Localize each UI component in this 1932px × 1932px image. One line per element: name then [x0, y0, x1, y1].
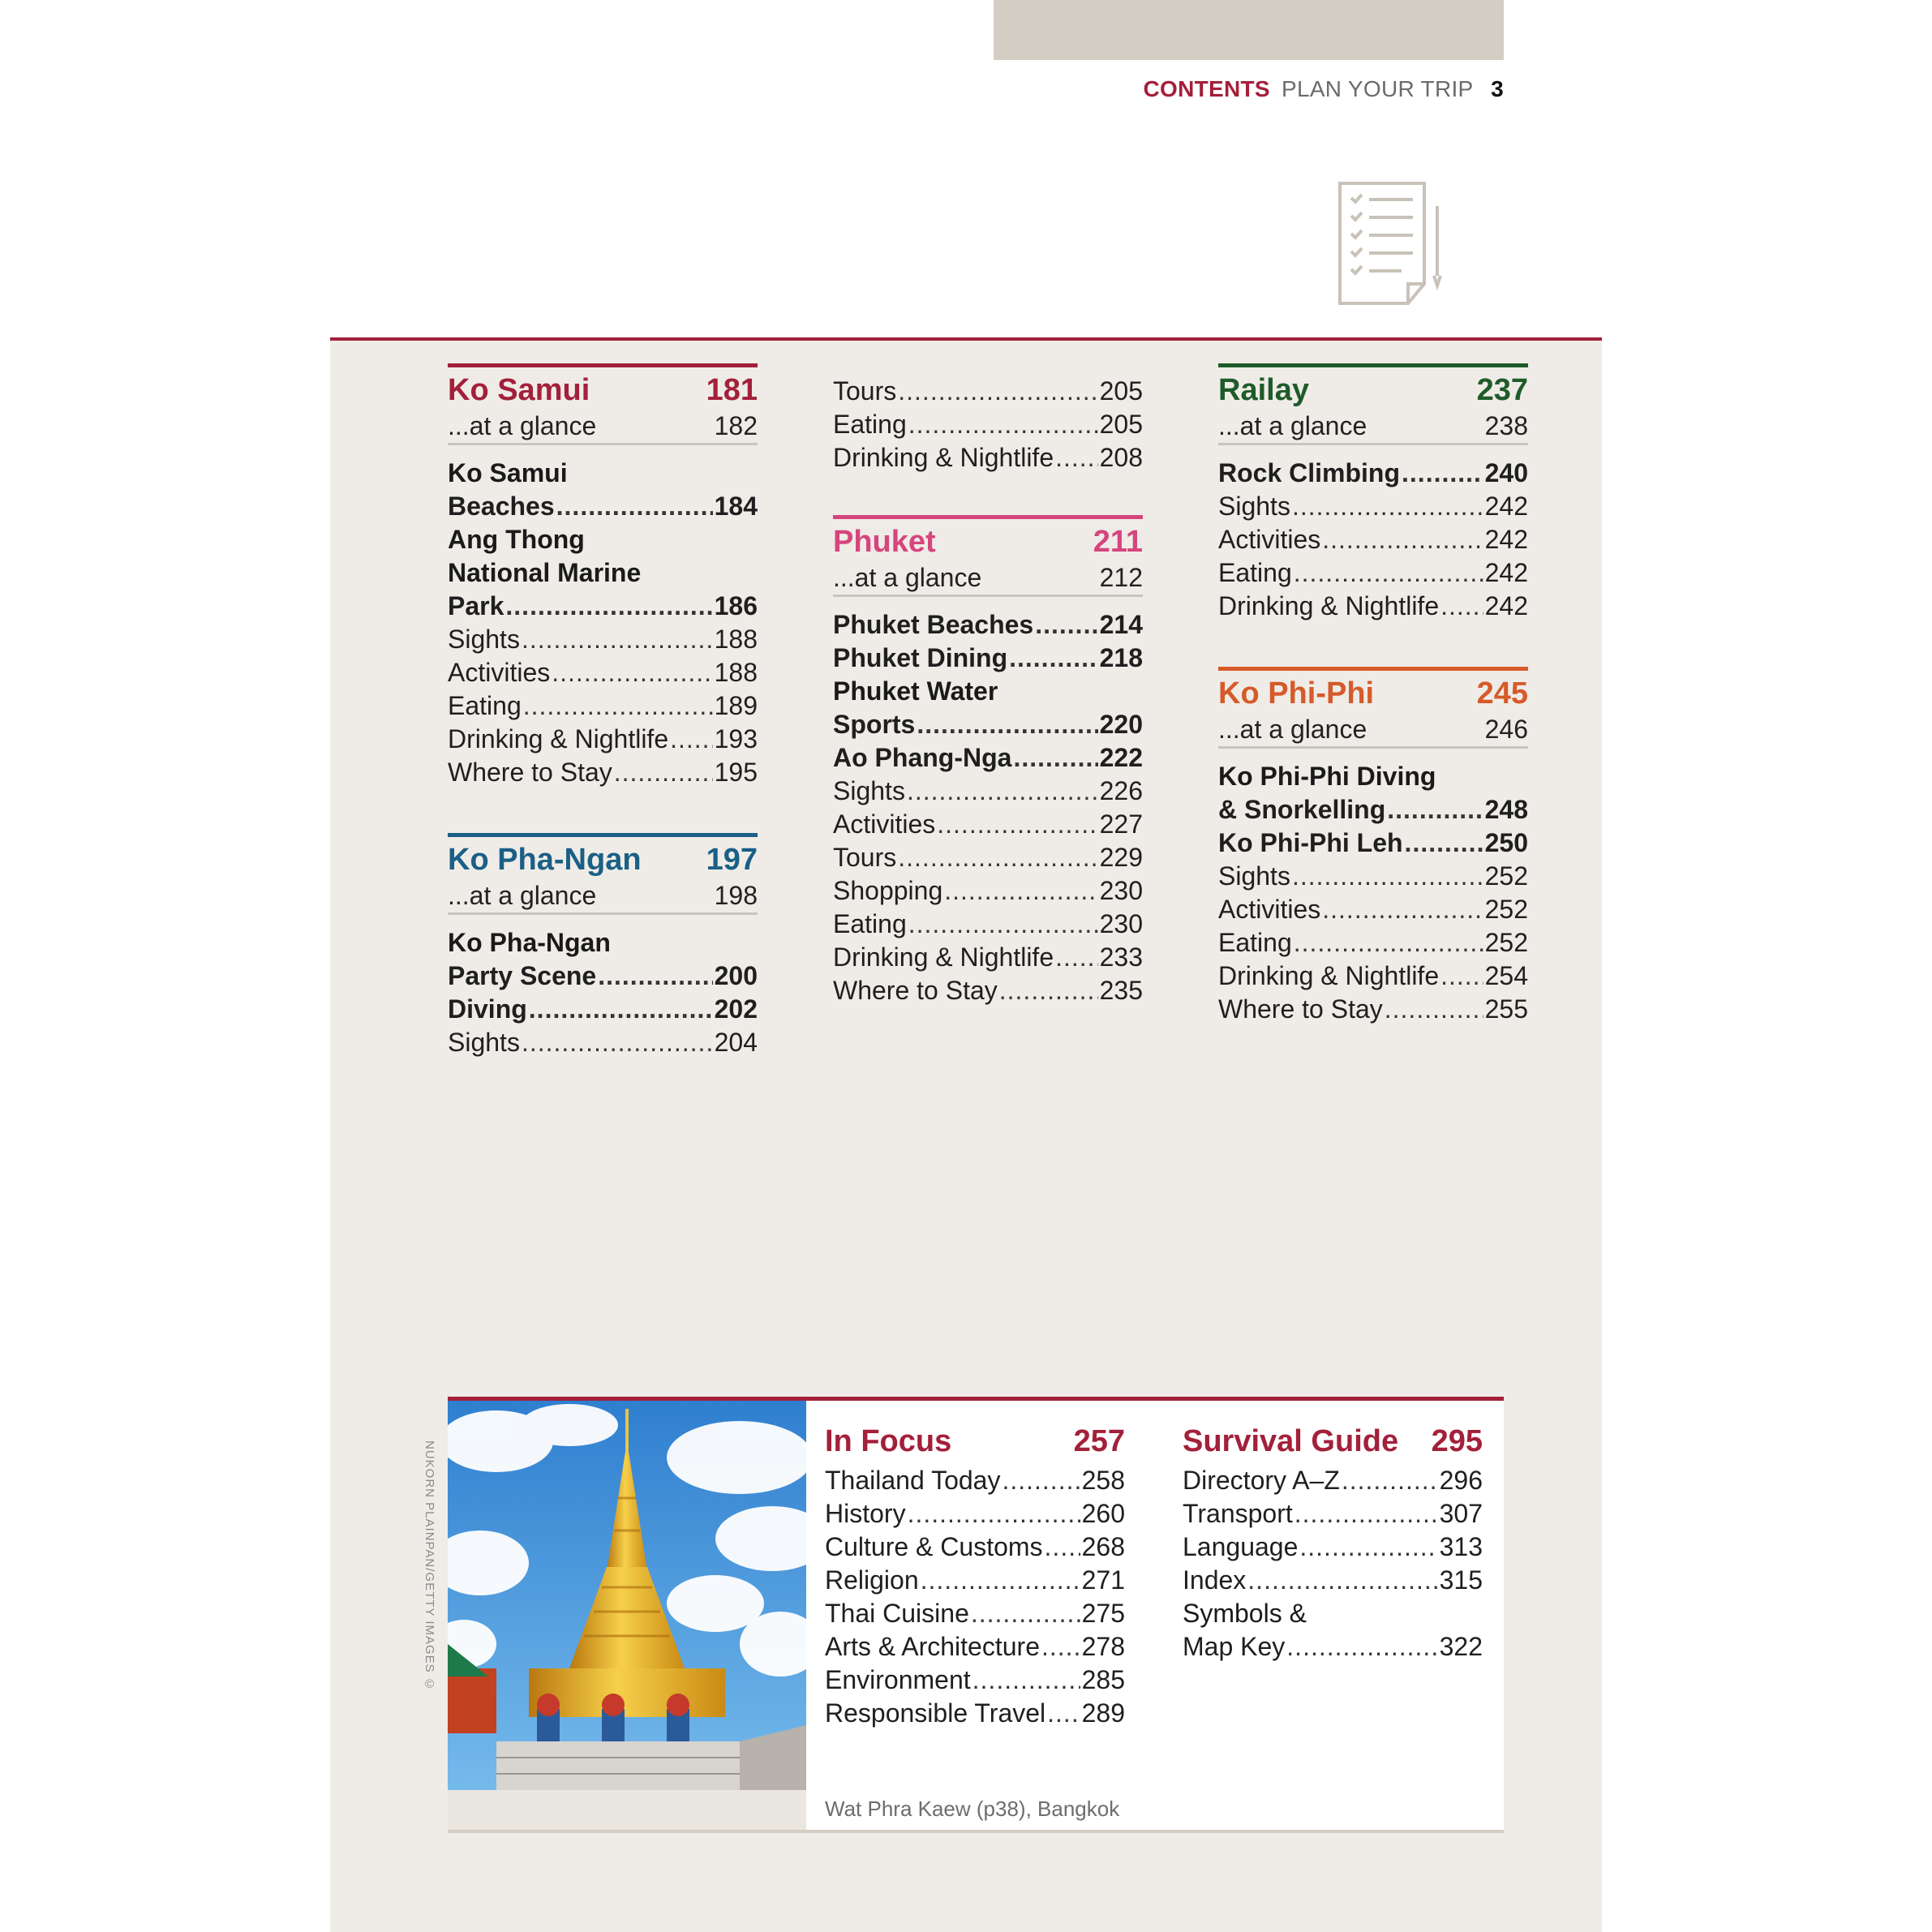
- toc-entry-page: 208: [1099, 443, 1143, 472]
- toc-entry-line: National Marine: [448, 558, 642, 587]
- leader-dots: [505, 590, 712, 623]
- leader-dots: [552, 656, 712, 689]
- running-head: [1054, 76, 1504, 102]
- toc-entry[interactable]: [833, 808, 1143, 841]
- toc-entry[interactable]: [825, 1497, 1125, 1531]
- toc-entry-page: 254: [1484, 961, 1528, 990]
- toc-entry[interactable]: [833, 874, 1143, 908]
- glance-page: 212: [1099, 563, 1143, 592]
- toc-entry[interactable]: [448, 490, 758, 523]
- leader-dots: [1405, 826, 1483, 860]
- leader-dots: [1035, 608, 1097, 642]
- photo-caption: Wat Phra Kaew (p38), Bangkok: [825, 1797, 1120, 1821]
- glance-label: ...at a glance: [448, 881, 597, 910]
- toc-entry-label: Where to Stay: [1218, 994, 1383, 1024]
- toc-entry[interactable]: [825, 1664, 1125, 1697]
- toc-entry[interactable]: [825, 1531, 1125, 1564]
- section-title-page: 257: [1073, 1424, 1125, 1458]
- toc-entry-label: Thai Cuisine: [825, 1599, 969, 1628]
- toc-entry-label: History: [825, 1499, 906, 1528]
- toc-entry-label: Drinking & Nightlife: [448, 724, 669, 753]
- toc-entry-line: Symbols &: [1183, 1599, 1307, 1628]
- section-title-label: In Focus: [825, 1424, 952, 1458]
- in-focus-survival-box: [448, 1397, 1504, 1833]
- toc-entry-line: Phuket Water: [833, 676, 998, 706]
- section-ko-pha-ngan-continued: [833, 375, 1143, 474]
- at-a-glance-entry[interactable]: [1218, 410, 1528, 445]
- toc-entry-page: 260: [1081, 1499, 1125, 1528]
- toc-entry[interactable]: [1218, 826, 1528, 860]
- toc-entry[interactable]: [833, 741, 1143, 775]
- section-title-label: Railay: [1218, 373, 1309, 407]
- section-title-page: 295: [1431, 1424, 1483, 1458]
- toc-entry-page: 235: [1099, 976, 1143, 1005]
- toc-entry-page: 230: [1099, 909, 1143, 938]
- toc-entry[interactable]: [833, 375, 1143, 408]
- section-ko-pha-ngan: [448, 833, 758, 1059]
- toc-entry-label: Tours: [833, 843, 897, 872]
- leader-dots: [670, 723, 713, 756]
- toc-entry[interactable]: [1183, 1464, 1483, 1497]
- toc-entry[interactable]: [833, 441, 1143, 474]
- at-a-glance-entry[interactable]: [833, 561, 1143, 597]
- toc-entry-page: 255: [1484, 994, 1528, 1024]
- toc-entry[interactable]: [825, 1630, 1125, 1664]
- toc-entry[interactable]: [1218, 590, 1528, 623]
- toc-entry-label: Phuket Beaches: [833, 610, 1034, 639]
- toc-entry-label: Sights: [1218, 492, 1290, 521]
- leader-dots: [907, 775, 1098, 808]
- toc-entry-label: Transport: [1183, 1499, 1293, 1528]
- toc-entry-page: 189: [714, 691, 758, 720]
- toc-entry-label: Environment: [825, 1665, 971, 1694]
- section-title[interactable]: [448, 367, 758, 410]
- toc-entry-page: 322: [1439, 1632, 1483, 1661]
- toc-entry-page: 214: [1099, 610, 1143, 639]
- glance-page: 182: [714, 411, 758, 440]
- leader-dots: [1041, 1630, 1080, 1664]
- leader-dots: [1002, 1464, 1080, 1497]
- leader-dots: [898, 841, 1097, 874]
- leader-dots: [1047, 1697, 1080, 1730]
- glance-label: ...at a glance: [833, 563, 982, 592]
- leader-dots: [1322, 893, 1483, 926]
- toc-entry-label: Religion: [825, 1565, 919, 1595]
- section-title[interactable]: [1183, 1419, 1483, 1461]
- toc-entry-page: 307: [1439, 1499, 1483, 1528]
- toc-entry-page: 229: [1099, 843, 1143, 872]
- toc-entry-label: Sights: [448, 625, 520, 654]
- toc-entry-label: Map Key: [1183, 1632, 1286, 1661]
- toc-entry-page: 252: [1484, 928, 1528, 957]
- toc-entry-page: 315: [1439, 1565, 1483, 1595]
- leader-dots: [1286, 1630, 1437, 1664]
- contents-column-1: [448, 363, 758, 1103]
- leader-dots: [898, 375, 1097, 408]
- toc-entry-label: Drinking & Nightlife: [1218, 961, 1440, 990]
- toc-entry-label: Rock Climbing: [1218, 458, 1401, 487]
- section-title[interactable]: [825, 1419, 1125, 1461]
- section-ko-phi-phi: [1218, 667, 1528, 1026]
- section-title[interactable]: [448, 837, 758, 879]
- in-focus-column: [825, 1419, 1125, 1730]
- section-railay: [1218, 363, 1528, 623]
- checklist-icon: [1337, 180, 1444, 307]
- leader-dots: [1440, 960, 1483, 993]
- toc-entry-page: 184: [714, 492, 758, 521]
- leader-dots: [1294, 1497, 1438, 1531]
- toc-entry-page: 226: [1099, 776, 1143, 805]
- toc-entry-page: 258: [1081, 1466, 1125, 1495]
- section-title-label: Phuket: [833, 525, 936, 559]
- section-title-page: 181: [706, 373, 758, 407]
- toc-entry-page: 233: [1099, 942, 1143, 972]
- toc-entry-label: Language: [1183, 1532, 1299, 1561]
- toc-entry[interactable]: [833, 708, 1143, 741]
- toc-entry-label: Culture & Customs: [825, 1532, 1043, 1561]
- toc-entry-page: 313: [1439, 1532, 1483, 1561]
- toc-entry-label: Sights: [1218, 861, 1290, 891]
- section-title-label: Survival Guide: [1183, 1424, 1399, 1458]
- glance-page: 246: [1484, 715, 1528, 744]
- toc-entry-page: 230: [1099, 876, 1143, 905]
- toc-entry-label: Drinking & Nightlife: [833, 443, 1054, 472]
- toc-entry-label: Sports: [833, 710, 916, 739]
- toc-entry[interactable]: [448, 993, 758, 1026]
- toc-entry[interactable]: [448, 590, 758, 623]
- leader-dots: [1247, 1564, 1437, 1597]
- toc-entry-page: 242: [1484, 525, 1528, 554]
- toc-entry[interactable]: [1183, 1531, 1483, 1564]
- toc-entry-label: Diving: [448, 994, 527, 1024]
- section-title-page: 197: [706, 843, 758, 877]
- leader-dots: [908, 1497, 1080, 1531]
- toc-entry-page: 252: [1484, 861, 1528, 891]
- contents-column-3: [1218, 363, 1528, 1070]
- toc-entry-label: Beaches: [448, 492, 555, 521]
- leader-dots: [1402, 457, 1483, 490]
- toc-entry[interactable]: [825, 1597, 1125, 1630]
- toc-entry-page: 200: [714, 961, 758, 990]
- toc-entry-label: Arts & Architecture: [825, 1632, 1040, 1661]
- toc-entry-label: Drinking & Nightlife: [833, 942, 1054, 972]
- leader-dots: [1292, 490, 1483, 523]
- toc-entry[interactable]: [448, 756, 758, 789]
- toc-entry-label: Eating: [1218, 558, 1292, 587]
- glance-label: ...at a glance: [1218, 715, 1367, 744]
- section-title-label: Ko Pha-Ngan: [448, 843, 642, 877]
- glance-label: ...at a glance: [448, 411, 597, 440]
- toc-entry-page: 195: [714, 758, 758, 787]
- leader-dots: [972, 1664, 1080, 1697]
- at-a-glance-entry[interactable]: [448, 879, 758, 915]
- toc-entry[interactable]: [1183, 1564, 1483, 1597]
- toc-entry[interactable]: [448, 623, 758, 656]
- toc-entry-label: Activities: [1218, 895, 1321, 924]
- toc-entry[interactable]: [833, 408, 1143, 441]
- leader-dots: [1292, 860, 1483, 893]
- leader-dots: [598, 960, 712, 993]
- leader-dots: [529, 993, 713, 1026]
- page-number: 3: [1491, 76, 1504, 101]
- section-title[interactable]: [833, 519, 1143, 561]
- toc-entry-line: Ko Phi-Phi Diving: [1218, 762, 1436, 791]
- toc-entry[interactable]: [1218, 457, 1528, 490]
- leader-dots: [937, 808, 1097, 841]
- leader-dots: [1299, 1531, 1437, 1564]
- toc-entry[interactable]: [1218, 523, 1528, 556]
- toc-entry[interactable]: [448, 960, 758, 993]
- section-title-page: 237: [1476, 373, 1528, 407]
- leader-dots: [1294, 926, 1483, 960]
- leader-dots: [1440, 590, 1483, 623]
- toc-entry[interactable]: [448, 656, 758, 689]
- toc-entry-label: Where to Stay: [448, 758, 612, 787]
- toc-entry-page: 188: [714, 625, 758, 654]
- toc-entry-page: 186: [714, 591, 758, 620]
- leader-dots: [556, 490, 713, 523]
- toc-entry[interactable]: [1218, 960, 1528, 993]
- toc-entry-page: 289: [1081, 1698, 1125, 1728]
- toc-entry-page: 248: [1484, 795, 1528, 824]
- leader-dots: [1387, 793, 1483, 826]
- section-title-label: Ko Samui: [448, 373, 590, 407]
- toc-entry-label: Sights: [833, 776, 905, 805]
- glance-page: 198: [714, 881, 758, 910]
- toc-entry[interactable]: [448, 723, 758, 756]
- leader-dots: [1055, 441, 1098, 474]
- toc-entry-page: 227: [1099, 809, 1143, 839]
- toc-entry-label: Eating: [833, 410, 907, 439]
- toc-entry[interactable]: [833, 974, 1143, 1007]
- contents-column-2: [833, 375, 1143, 1051]
- toc-entry-label: Index: [1183, 1565, 1247, 1595]
- section-ko-samui: [448, 363, 758, 789]
- toc-entry-label: & Snorkelling: [1218, 795, 1386, 824]
- leader-dots: [1013, 741, 1097, 775]
- toc-entry-page: 285: [1081, 1665, 1125, 1694]
- temple-photo: [448, 1401, 806, 1830]
- toc-entry[interactable]: [833, 941, 1143, 974]
- toc-entry[interactable]: [1218, 556, 1528, 590]
- toc-entry[interactable]: [1218, 860, 1528, 893]
- toc-entry[interactable]: [1218, 793, 1528, 826]
- leader-dots: [522, 1026, 713, 1059]
- leader-dots: [1055, 941, 1098, 974]
- leader-dots: [1009, 642, 1098, 675]
- toc-entry-page: 268: [1081, 1532, 1125, 1561]
- toc-entry[interactable]: [1218, 490, 1528, 523]
- leader-dots: [1045, 1531, 1080, 1564]
- toc-entry[interactable]: [825, 1564, 1125, 1597]
- section-title[interactable]: [1218, 367, 1528, 410]
- toc-entry[interactable]: [833, 775, 1143, 808]
- toc-entry-line: Ko Pha-Ngan: [448, 928, 611, 957]
- leader-dots: [1385, 993, 1483, 1026]
- toc-entry-label: Party Scene: [448, 961, 597, 990]
- leader-dots: [614, 756, 713, 789]
- toc-entry-label: Phuket Dining: [833, 643, 1008, 672]
- leader-dots: [921, 1564, 1080, 1597]
- toc-entry-page: 204: [714, 1028, 758, 1057]
- at-a-glance-entry[interactable]: [448, 410, 758, 445]
- toc-entry-page: 193: [714, 724, 758, 753]
- leader-dots: [522, 623, 713, 656]
- toc-entry-page: 188: [714, 658, 758, 687]
- toc-entry-label: Park: [448, 591, 504, 620]
- toc-entry-page: 296: [1439, 1466, 1483, 1495]
- glance-label: ...at a glance: [1218, 411, 1367, 440]
- section-title-page: 245: [1476, 676, 1528, 711]
- toc-entry[interactable]: [825, 1697, 1125, 1730]
- toc-entry[interactable]: [448, 689, 758, 723]
- toc-entry[interactable]: [833, 608, 1143, 642]
- leader-dots: [1342, 1464, 1438, 1497]
- leader-dots: [1294, 556, 1483, 590]
- toc-entry-label: Directory A–Z: [1183, 1466, 1340, 1495]
- leader-dots: [999, 974, 1098, 1007]
- top-color-bar: [994, 0, 1504, 60]
- toc-entry[interactable]: [1218, 926, 1528, 960]
- toc-entry-page: 242: [1484, 558, 1528, 587]
- toc-entry-label: Thailand Today: [825, 1466, 1001, 1495]
- toc-entry-page: 222: [1099, 743, 1143, 772]
- toc-entry-line: Ko Samui: [448, 458, 568, 487]
- toc-entry-label: Shopping: [833, 876, 943, 905]
- toc-entry-page: 218: [1099, 643, 1143, 672]
- toc-entry-label: Activities: [1218, 525, 1321, 554]
- glance-page: 238: [1484, 411, 1528, 440]
- leader-dots: [971, 1597, 1080, 1630]
- toc-entry[interactable]: [825, 1464, 1125, 1497]
- survival-guide-column: [1183, 1419, 1483, 1664]
- toc-entry[interactable]: [1218, 993, 1528, 1026]
- leader-dots: [917, 708, 1097, 741]
- toc-entry-page: 250: [1484, 828, 1528, 857]
- toc-entry[interactable]: [448, 1026, 758, 1059]
- toc-entry-page: 205: [1099, 376, 1143, 406]
- toc-entry-page: 205: [1099, 410, 1143, 439]
- toc-entry[interactable]: [1218, 893, 1528, 926]
- leader-dots: [944, 874, 1097, 908]
- toc-entry-page: 271: [1081, 1565, 1125, 1595]
- toc-entry-line: Ang Thong: [448, 525, 585, 554]
- at-a-glance-entry[interactable]: [1218, 713, 1528, 749]
- toc-entry-page: 278: [1081, 1632, 1125, 1661]
- toc-entry-label: Activities: [833, 809, 936, 839]
- toc-entry-label: Eating: [833, 909, 907, 938]
- toc-entry-label: Ko Phi-Phi Leh: [1218, 828, 1403, 857]
- toc-entry-page: 242: [1484, 492, 1528, 521]
- toc-entry-label: Drinking & Nightlife: [1218, 591, 1440, 620]
- toc-entry-page: 202: [714, 994, 758, 1024]
- toc-entry-page: 275: [1081, 1599, 1125, 1628]
- toc-entry[interactable]: [833, 908, 1143, 941]
- photo-credit: NUKORN PLAINPAN/GETTY IMAGES ©: [423, 1440, 436, 1692]
- toc-entry-label: Eating: [1218, 928, 1292, 957]
- section-title-label: Ko Phi-Phi: [1218, 676, 1375, 711]
- toc-entry-label: Eating: [448, 691, 522, 720]
- running-head-contents: CONTENTS: [1143, 76, 1270, 101]
- toc-entry-page: 242: [1484, 591, 1528, 620]
- toc-entry[interactable]: [1183, 1497, 1483, 1531]
- section-phuket: [833, 515, 1143, 1007]
- toc-entry-label: Tours: [833, 376, 897, 406]
- toc-entry[interactable]: [833, 841, 1143, 874]
- toc-entry-page: 220: [1099, 710, 1143, 739]
- toc-entry-label: Ao Phang-Nga: [833, 743, 1012, 772]
- leader-dots: [1322, 523, 1483, 556]
- toc-entry-page: 252: [1484, 895, 1528, 924]
- section-title[interactable]: [1218, 671, 1528, 713]
- toc-entry-label: Where to Stay: [833, 976, 998, 1005]
- leader-dots: [523, 689, 713, 723]
- leader-dots: [908, 408, 1098, 441]
- toc-entry-label: Sights: [448, 1028, 520, 1057]
- toc-entry-page: 240: [1484, 458, 1528, 487]
- toc-entry[interactable]: [1183, 1630, 1483, 1664]
- toc-entry[interactable]: [833, 642, 1143, 675]
- toc-entry-label: Responsible Travel: [825, 1698, 1046, 1728]
- section-title-page: 211: [1093, 525, 1143, 559]
- running-head-section: PLAN YOUR TRIP: [1281, 76, 1474, 101]
- leader-dots: [908, 908, 1098, 941]
- toc-entry-label: Activities: [448, 658, 551, 687]
